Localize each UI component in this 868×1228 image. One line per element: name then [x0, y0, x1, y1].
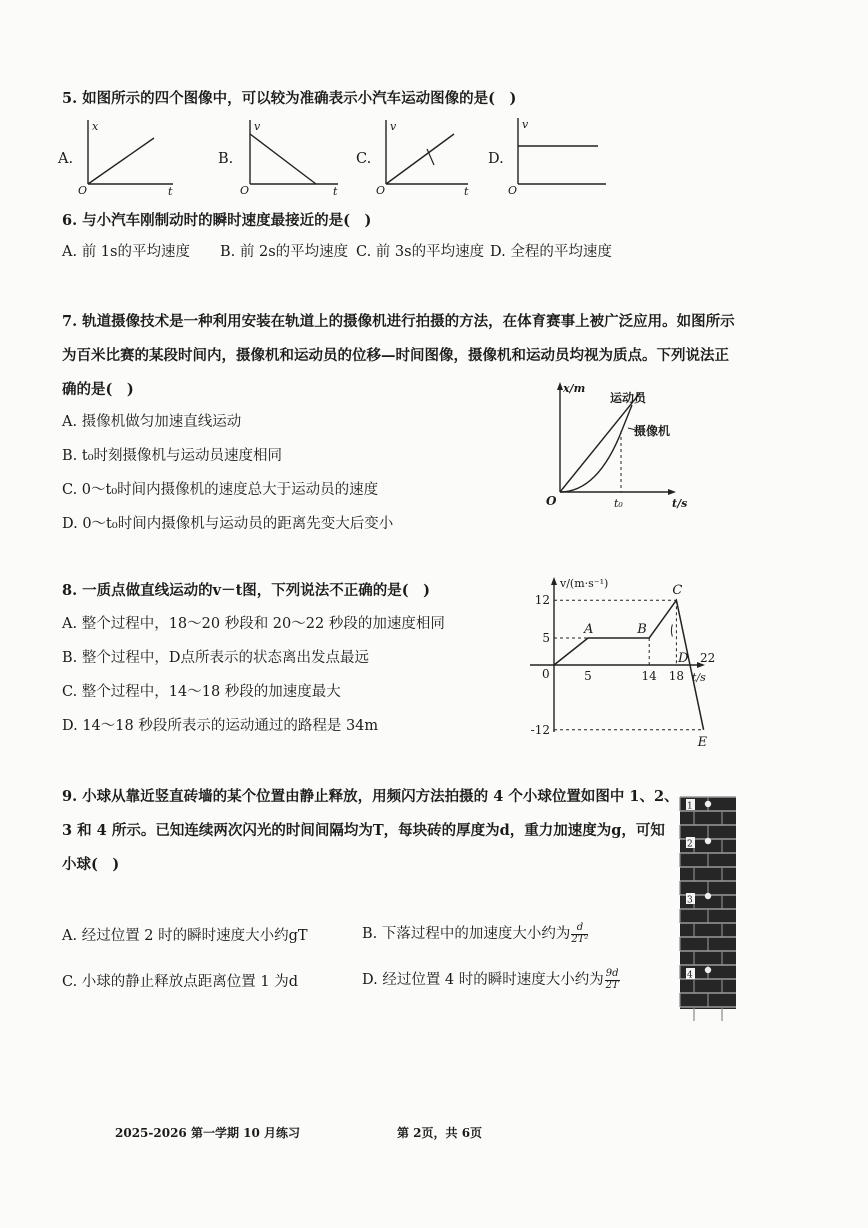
- q8-option-b: B. 整个过程中，D点所表示的状态离出发点最远: [62, 650, 369, 666]
- q5-graph-c: [376, 112, 476, 197]
- q6-option-b: B. 前 2s的平均速度: [220, 244, 349, 260]
- q7-graph-xlabel: t/s: [672, 497, 688, 510]
- q5-option-a-label: A.: [58, 151, 74, 167]
- vt-point-C: C: [672, 583, 683, 599]
- q9-stem-line1: 9. 小球从靠近竖直砖墙的某个位置由静止释放，用频闪方法拍摄的 4 个小球位置如图中 1、2、: [62, 788, 679, 805]
- svg-text:3: 3: [687, 895, 693, 906]
- q9-stem-line2: 3 和 4 所示。已知连续两次闪光的时间间隔均为T，每块砖的厚度为d，重力加速度为g，可知: [62, 822, 665, 839]
- q7-graph-t0: t₀: [614, 497, 623, 510]
- q7-stem-line3: 确的是( ): [62, 381, 134, 398]
- q5-option-d-label: D.: [488, 151, 504, 167]
- q9-option-a: A. 经过位置 2 时的瞬时速度大小约gT: [62, 928, 308, 944]
- q9-option-b-fraction: [571, 923, 588, 945]
- footer-exam-title: 2025-2026 第一学期 10 月练习: [115, 1126, 301, 1140]
- q5-graph-a-xaxis: t: [168, 185, 173, 198]
- q6-stem: 6. 与小汽车刚制动时的瞬时速度最接近的是( ): [62, 212, 372, 229]
- vt-mark: [671, 625, 672, 637]
- q9-option-d-numerator: 9d: [605, 968, 619, 979]
- vt-xtick-label: 18: [668, 669, 685, 683]
- q7-option-d: D. 0～t₀时间内摄像机与运动员的距离先变大后变小: [62, 516, 394, 532]
- q5-graph-b: [238, 112, 343, 197]
- q7-stem-line2: 为百米比赛的某段时间内，摄像机和运动员的位移—时间图像，摄像机和运动员均视为质点。下列说法正: [62, 347, 729, 364]
- q7-graph-ylabel: x/m: [563, 382, 586, 395]
- vt-point-A: A: [584, 622, 594, 637]
- q8-option-d: D. 14～18 秒段所表示的运动通过的路程是 34m: [62, 718, 379, 734]
- q7-graph-camera-label: 摄像机: [634, 424, 671, 438]
- q5-graph-d-origin: O: [508, 184, 518, 197]
- q9-option-d-text: D. 经过位置 4 时的瞬时速度大小约为: [362, 972, 604, 988]
- q6-option-c: C. 前 3s的平均速度: [356, 244, 485, 260]
- q5-graph-c-origin: O: [376, 184, 386, 197]
- q5-graph-c-yaxis: v: [390, 120, 397, 133]
- q5-graph-d: [508, 112, 608, 197]
- q5-option-b-label: B.: [218, 151, 234, 167]
- svg-text:1: 1: [687, 801, 693, 812]
- q6-option-d: D. 全程的平均速度: [490, 244, 612, 260]
- q9-option-c: C. 小球的静止释放点距离位置 1 为d: [62, 974, 299, 990]
- q9-option-b-text: B. 下落过程中的加速度大小约为: [362, 926, 571, 942]
- svg-text:2: 2: [687, 839, 693, 850]
- vt-xlabel: t/s: [692, 671, 706, 684]
- q9-option-d-denominator: 2T: [605, 979, 619, 991]
- q7-graph-athlete-label: 运动员: [610, 391, 647, 405]
- vt-point-E: E: [697, 734, 708, 750]
- q7-graph-origin: O: [546, 494, 557, 508]
- q5-graph-a-origin: O: [78, 184, 88, 197]
- q8-stem: 8. 一质点做直线运动的v－t图，下列说法不正确的是( ): [62, 582, 431, 599]
- svg-text:4: 4: [687, 970, 693, 981]
- vt-ytick-label: -12: [530, 722, 550, 737]
- vt-point-B: B: [637, 622, 647, 637]
- q7-xt-graph: [540, 380, 700, 515]
- q8-option-a: A. 整个过程中，18～20 秒段和 20～22 秒段的加速度相同: [62, 616, 445, 632]
- q9-option-b-numerator: d: [571, 923, 588, 935]
- vt-xtick-label: 5: [584, 669, 592, 683]
- q5-graph-b-origin: O: [240, 184, 250, 197]
- q5-graph-b-yaxis: v: [254, 120, 261, 133]
- q5-graph-b-xaxis: t: [333, 185, 338, 198]
- footer-page-number: 第 2页，共 6页: [397, 1126, 483, 1140]
- vt-ylabel: v/(m·s⁻¹): [560, 577, 609, 590]
- q5-option-c-label: C.: [356, 151, 372, 167]
- q7-stem-line1: 7. 轨道摄像技术是一种利用安装在轨道上的摄像机进行拍摄的方法，在体育赛事上被广泛应用。如图所示: [62, 313, 735, 330]
- q9-option-b-denominator: 2T²: [571, 933, 589, 945]
- brick-wall-image: [680, 797, 736, 1009]
- q9-option-d-fraction: [605, 969, 620, 991]
- vt-origin: 0: [542, 667, 550, 681]
- q8-option-c: C. 整个过程中，14～18 秒段的加速度最大: [62, 684, 341, 700]
- vt-ytick-label: 5: [542, 631, 550, 645]
- q7-option-a: A. 摄像机做匀加速直线运动: [62, 414, 242, 430]
- vt-ytick-label: 12: [534, 593, 550, 608]
- vt-xtick-label: 22: [699, 651, 716, 665]
- q5-graph-d-yaxis: v: [522, 118, 529, 131]
- q7-option-b: B. t₀时刻摄像机与运动员速度相同: [62, 448, 283, 464]
- q9-option-d: [362, 969, 620, 991]
- q8-vt-chart: [530, 574, 720, 750]
- q6-option-a: A. 前 1s的平均速度: [62, 244, 190, 260]
- q9-option-b: [362, 923, 588, 945]
- q5-stem: 5. 如图所示的四个图像中，可以较为准确表示小汽车运动图像的是( ): [62, 90, 517, 107]
- q5-graph-a: [78, 112, 178, 197]
- q5-graph-c-xaxis: t: [464, 185, 469, 198]
- vt-xtick-label: 14: [641, 669, 657, 683]
- q9-stem-line3: 小球( ): [62, 856, 120, 873]
- q5-graph-a-yaxis: x: [92, 120, 99, 133]
- vt-point-D: D: [678, 651, 689, 666]
- q7-option-c: C. 0～t₀时间内摄像机的速度总大于运动员的速度: [62, 482, 379, 498]
